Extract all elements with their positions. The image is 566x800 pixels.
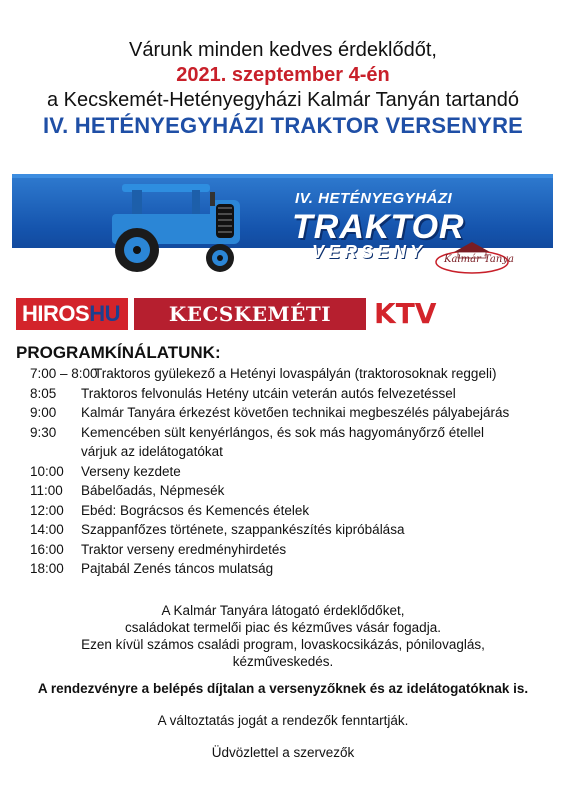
invitation-header xyxy=(0,38,566,138)
program-time: 7:00 – 8:00 xyxy=(30,366,98,381)
program-time: 8:05 xyxy=(30,385,57,401)
ktv-logo: KTV xyxy=(374,297,437,330)
program-item xyxy=(30,384,560,404)
program-time: 16:00 xyxy=(30,541,64,557)
program-desc: Traktor verseny eredményhirdetés xyxy=(81,541,287,557)
program-list xyxy=(30,364,560,579)
free-entry-notice: A rendezvényre a belépés díjtalan a versenyzőknek és az idelátogatóknak is. xyxy=(37,681,529,696)
program-desc: Kemencében sült kenyérlángos, és sok más hagyományőrző étellel xyxy=(81,424,484,440)
banner-sub-title: VERSENY xyxy=(312,242,427,262)
program-item xyxy=(30,442,560,462)
program-item xyxy=(30,520,560,540)
greeting: Üdvözlettel a szervezők xyxy=(211,745,355,760)
program-item xyxy=(30,423,560,443)
program-time xyxy=(30,442,81,462)
program-time: 18:00 xyxy=(30,561,64,576)
program-desc: Bábelőadás, Népmesék xyxy=(81,483,225,498)
banner-small-title: IV. HETÉNYEGYHÁZI xyxy=(295,190,453,207)
program-time: 9:00 xyxy=(30,405,57,420)
hiros-logo-hu: HU xyxy=(89,301,120,326)
venue-line: a Kecskemét-Hetényegyházi Kalmár Tanyán tartandó xyxy=(46,89,520,111)
event-banner xyxy=(12,174,553,274)
program-time: 12:00 xyxy=(30,502,64,518)
program-item xyxy=(30,403,560,423)
info-line-4: kézműveskedés. xyxy=(232,654,334,669)
program-time: 14:00 xyxy=(30,522,64,537)
info-line-2: családokat termelői piac és kézműves vásár fogadja. xyxy=(125,620,441,635)
program-time: 9:30 xyxy=(30,424,57,440)
program-desc: Traktoros felvonulás Hetény utcáin veterán autós felvezetéssel xyxy=(81,385,456,401)
program-desc: Traktoros gyülekező a Hetényi lovaspályán (traktorosoknak reggeli) xyxy=(94,366,497,381)
tractor-icon xyxy=(92,178,262,274)
info-line-1: A Kalmár Tanyára látogató érdeklődőket, xyxy=(161,603,405,618)
event-title: IV. HETÉNYEGYHÁZI TRAKTOR VERSENYRE xyxy=(42,113,524,138)
program-title: PROGRAMKÍNÁLATUNK: xyxy=(16,343,221,362)
event-date: 2021. szeptember 4-én xyxy=(176,64,390,86)
invite-line: Várunk minden kedves érdeklődőt, xyxy=(129,39,437,61)
program-desc: Pajtabál Zenés táncos mulatság xyxy=(81,561,274,576)
program-item xyxy=(30,559,560,579)
program-item xyxy=(30,540,560,560)
program-desc: Verseny kezdete xyxy=(81,463,181,479)
program-item xyxy=(30,481,560,501)
info-paragraph xyxy=(0,602,566,670)
program-desc: várjuk az idelátogatókat xyxy=(81,444,223,459)
program-item xyxy=(30,462,560,482)
program-time: 11:00 xyxy=(30,483,63,498)
rights-notice: A változtatás jogát a rendezők fenntartják. xyxy=(157,713,409,728)
program-desc: Szappanfőzes története, szappankészítés kipróbálása xyxy=(81,522,405,537)
farm-logo-text: Kalmár Tanya xyxy=(444,254,514,265)
hiros-logo xyxy=(16,298,128,330)
hiros-logo-text: HIROS xyxy=(22,301,90,326)
program-item xyxy=(30,501,560,521)
program-desc: Ebéd: Bográcsos és Kemencés ételek xyxy=(81,502,310,518)
program-desc: Kalmár Tanyára érkezést követően technikai megbeszélés pályabejárás xyxy=(81,405,510,420)
info-line-3: Ezen kívül számos családi program, lovaskocsikázás, pónilovaglás, xyxy=(81,637,485,652)
program-item xyxy=(30,364,560,384)
kecskemeti-lapok-logo: KECSKEMÉTI LAPOK xyxy=(134,298,366,330)
banner-big-title: TRAKTOR xyxy=(292,208,465,246)
program-time: 10:00 xyxy=(30,463,64,479)
